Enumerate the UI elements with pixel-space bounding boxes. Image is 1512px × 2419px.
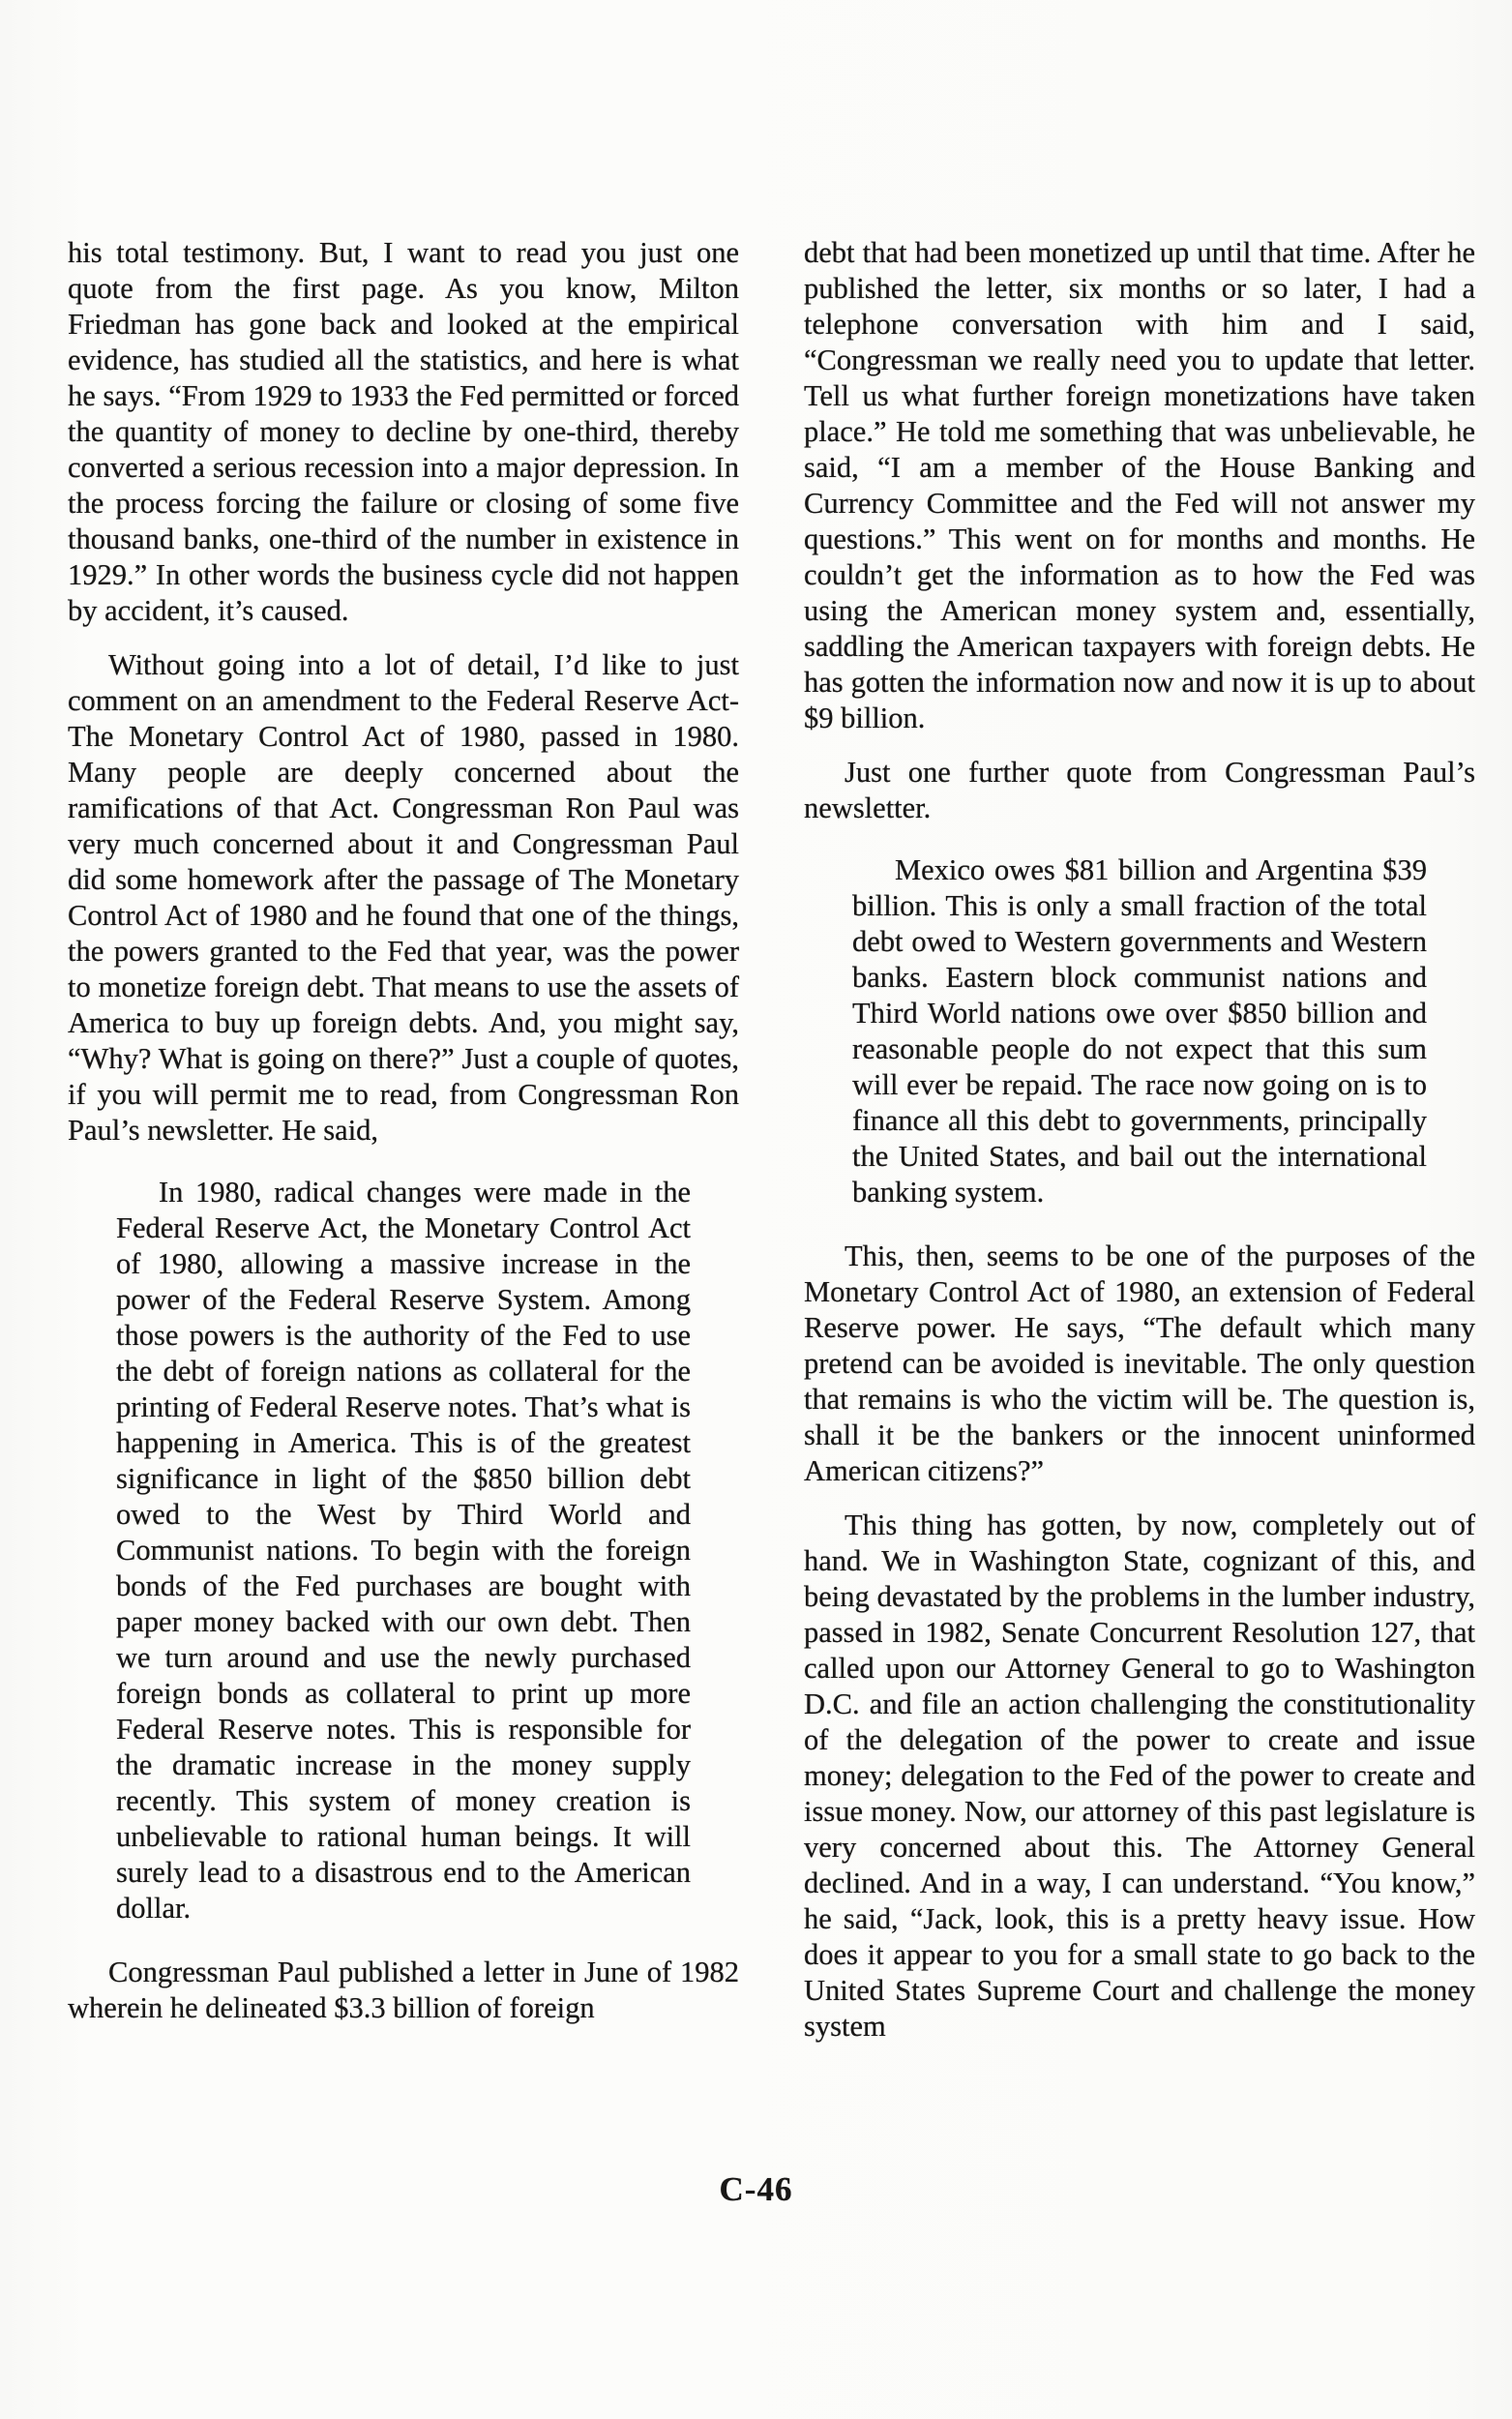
- paragraph: Congressman Paul published a letter in June of 1982 wherein he delineated $3.3 billion of foreign: [68, 1956, 739, 2024]
- text-column-right: [804, 235, 1475, 2063]
- paragraph: This, then, seems to be one of the purposes of the Monetary Control Act of 1980, an extension of Federal Reserve power. He says, “The default which many pretend can be avoided is inevitable. The only question that remains is who the victim will be. The question is, shall it be the bankers or the innocent uninformed American citizens?”: [804, 1239, 1475, 1487]
- paragraph: Without going into a lot of detail, I’d like to just comment on an amendment to the Federal Reserve Act-The Monetary Control Act of 1980, passed in 1980. Many people are deeply concerned about the ramifications of that Act. Congressman Ron Paul was very much concerned about it and Congressman Paul did some homework after the passage of The Monetary Control Act of 1980 and he found that one of the things, the powers granted to the Fed that year, was the power to monetize foreign debt. That means to use the assets of America to buy up foreign debts. And, you might say, “Why? What is going on there?” Just a couple of quotes, if you will permit me to read, from Congressman Ron Paul’s newsletter. He said,: [68, 648, 739, 1147]
- paragraph: debt that had been monetized up until that time. After he published the letter, six months or so later, I had a telephone conversation with him and I said, “Congressman we really need you to update that letter. Tell us what further foreign monetizations have taken place.” He told me something that was unbelievable, he said, “I am a member of the House Banking and Currency Committee and the Fed will not answer my questions.” This went on for months and months. He couldn’t get the information as to how the Fed was using the American money system and, essentially, saddling the American taxpayers with foreign debts. He has gotten the information now and now it is up to about $9 billion.: [804, 236, 1475, 734]
- paragraph: This thing has gotten, by now, completely out of hand. We in Washington State, cognizant of this, and being devastated by the problems in the lumber industry, passed in 1982, Senate Concurrent Resolution 127, that called upon our Attorney General to go to Washington D.C. and file an action challenging the constitutionality of the delegation of the power to create and issue money; delegation to the Fed of the power to create and issue money. Now, our attorney of this past legislature is very concerned about this. The Attorney General declined. And in a way, I can understand. “You know,” he said, “Jack, look, this is a pretty heavy issue. How does it appear to you for a small state to go back to the United States Supreme Court and challenge the money system: [804, 1508, 1475, 2043]
- paragraph: his total testimony. But, I want to read you just one quote from the first page. As you know, Milton Friedman has gone back and looked at the empirical evidence, has studied all the statistics, and here is what he says. “From 1929 to 1933 the Fed permitted or forced the quantity of money to decline by one-third, thereby converted a serious recession into a major depression. In the process forcing the failure or closing of some five thousand banks, one-third of the number in existence in 1929.” In other words the business cycle did not happen by accident, it’s caused.: [68, 236, 739, 627]
- page-number: C-46: [719, 2170, 793, 2208]
- text-column-left: [68, 235, 739, 2045]
- blockquote: In 1980, radical changes were made in the Federal Reserve Act, the Monetary Control Act of 1980, allowing a massive increase in the power of the Federal Reserve System. Among those powers is the authority of the Fed to use the debt of foreign nations as collateral for the printing of Federal Reserve notes. That’s what is happening in America. This is of the greatest significance in light of the $850 billion debt owed to the West by Third World and Communist nations. To begin with the foreign bonds of the Fed purchases are bought with paper money backed with our own debt. Then we turn around and use the newly purchased foreign bonds as collateral to print up more Federal Reserve notes. This is responsible for the dramatic increase in the money supply recently. This system of money creation is unbelievable to rational human beings. It will surely lead to a disastrous end to the American dollar.: [116, 1176, 691, 1925]
- paragraph: Just one further quote from Congressman Paul’s newsletter.: [804, 756, 1475, 824]
- blockquote: Mexico owes $81 billion and Argentina $39 billion. This is only a small fraction of the total debt owed to Western governments and Western banks. Eastern block communist nations and Third World nations owe over $850 billion and reasonable people do not expect that this sum will ever be repaid. The race now going on is to finance all this debt to governments, principally the United States, and bail out the international banking system.: [852, 853, 1427, 1209]
